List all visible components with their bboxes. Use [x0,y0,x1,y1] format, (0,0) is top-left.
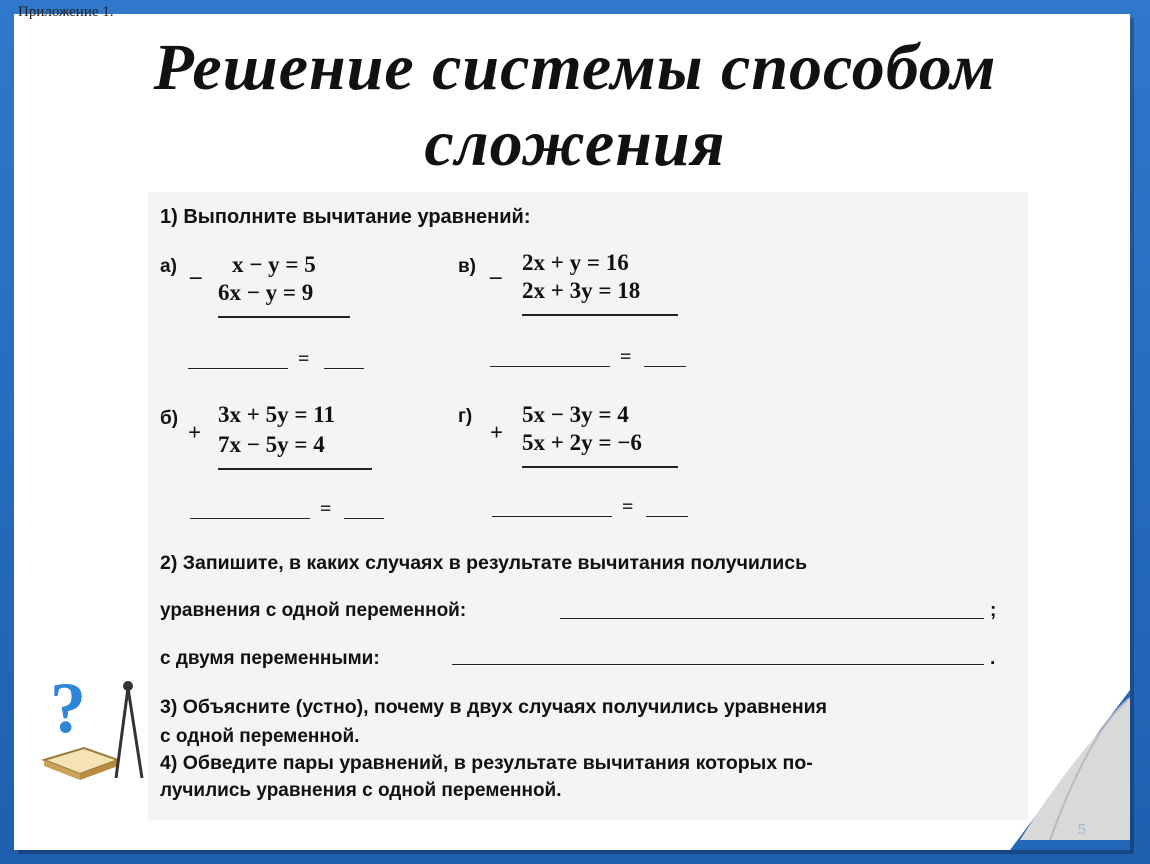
item-g-eq1: 5x − 3y = 4 [522,402,629,427]
item-a-eq2: 6x − y = 9 [218,280,314,305]
page-number: 5 [1077,821,1086,838]
page-title [0,30,1150,182]
item-v-answer-left [490,366,610,367]
item-b-eq1: 3x + 5y = 11 [218,402,335,427]
task-2-line-3-end: . [990,648,996,669]
worksheet [148,192,1028,820]
item-b-underline [218,468,372,470]
task-2-line-3: с двумя переменными: [160,648,380,669]
task-1-heading: 1) Выполните вычитание уравнений: [160,206,531,228]
item-b-operator: + [188,420,202,445]
task-4-line-2: лучились уравнения с одной переменной. [160,780,562,801]
item-a-label: а) [160,256,177,277]
item-g-underline [522,466,678,468]
item-g-label: г) [458,406,473,427]
item-v-eq2: 2x + 3y = 18 [522,278,641,303]
item-v-eq1: 2x + y = 16 [522,250,629,275]
item-b-eq2: 7x − 5y = 4 [218,432,325,457]
item-b-answer-right [344,518,384,519]
item-g-operator: + [490,420,504,445]
task-3-line-2: с одной переменной. [160,726,360,747]
task-2-answer-line-1 [560,618,984,619]
page-curl-icon [1010,690,1130,850]
question-book-compass-icon [40,668,150,788]
item-g-answer-left [492,516,612,517]
item-a-equals: = [298,348,310,370]
task-2-line-2: уравнения с одной переменной: [160,600,467,621]
item-g-eq2: 5x + 2y = −6 [522,430,642,455]
appendix-label: Приложение 1. [18,4,114,20]
item-v-answer-right [644,366,686,367]
task-2-line-2-end: ; [990,600,997,621]
item-a-answer-right [324,368,364,369]
title-line-1: Решение системы способом [153,31,997,104]
item-b-answer-left [190,518,310,519]
title-line-2: сложения [424,107,726,180]
task-4-line-1: 4) Обведите пары уравнений, в результате вычитания которых по- [160,752,813,774]
task-2-line-1: 2) Запишите, в каких случаях в результате вычитания получились [160,552,808,574]
item-g-equals: = [622,496,634,518]
item-a-operator: _ [190,256,202,281]
item-a-eq1: x − y = 5 [232,252,316,277]
item-g-answer-right [646,516,688,517]
item-v-underline [522,314,678,316]
item-a-answer-left [188,368,288,369]
item-v-label: в) [458,256,477,277]
svg-text:?: ? [50,668,86,748]
item-v-equals: = [620,346,632,368]
task-3-line-1: 3) Объясните (устно), почему в двух случаях получились уравнения [160,696,828,718]
item-b-equals: = [320,498,332,520]
task-2-answer-line-2 [452,664,984,665]
item-b-label: б) [160,408,179,429]
item-a-underline [218,316,350,318]
item-v-operator: _ [490,256,502,281]
